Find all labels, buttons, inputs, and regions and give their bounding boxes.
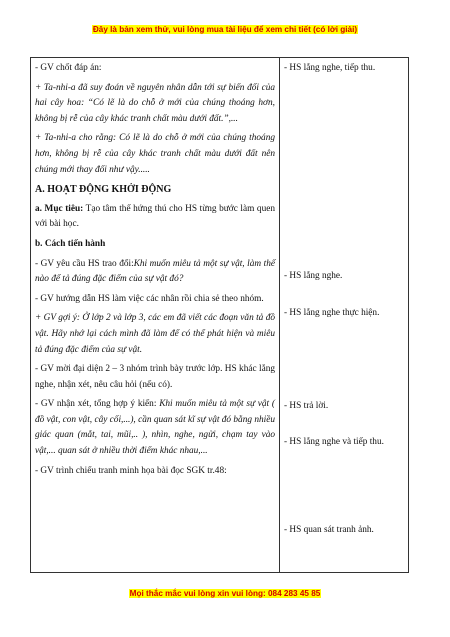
student-response-5: - HS lắng nghe và tiếp thu. [284,437,384,447]
column-divider [279,58,280,572]
student-response-6: - HS quan sát tranh ảnh. [284,525,374,535]
discussion-question: Khi muốn miêu tả một sự vật, làm thế nào để tả đúng đặc điểm của sự vật đó? [35,258,275,285]
paragraph-group-presentation: - GV mời đại diện 2 – 3 nhóm trình bày trước lớp. HS khác lắng nghe, nhận xét, nêu câu hỏi (nếu có). [35,364,275,390]
contact-text: Mọi thắc mắc vui lòng xin vui lòng: 084 283 45 85 [129,589,321,598]
student-response-1: - HS lắng nghe, tiếp thu. [284,63,376,73]
paragraph-suggestion: + GV gợi ý: Ở lớp 2 và lớp 3, các em đã viết các đoạn văn tả đồ vật. Hãy nhớ lại cách mình đã làm để có thể phát hiện và miêu tả đúng đặc điểm của sự vật. [35,313,275,355]
goal-text: Tạo tâm thế hứng thú cho HS từng bước làm quen với bài học. [35,203,275,230]
paragraph-answer-1: + Ta-nhi-a đã suy đoán về nguyên nhân dẫn tới sự biến đổi của hai cây hoa: “Có lẽ là do chỗ ở mới của chúng thoáng hơn, không bị rễ của cây khác tranh chất màu dưới đất.”,... [35,82,275,124]
paragraph-answer-conclusion: - GV chốt đáp án: [35,63,102,73]
preview-notice-banner [0,25,450,34]
contact-banner [0,589,450,598]
student-response-3: - HS lắng nghe thực hiện. [284,308,380,318]
student-response-4: - HS trả lời. [284,401,329,411]
discussion-lead: - GV yêu cầu HS trao đổi: [35,258,134,269]
paragraph-discussion-request [35,257,275,288]
paragraph-group-guidance: - GV hướng dẫn HS làm việc các nhân rồi chia sẻ theo nhóm. [35,293,264,304]
paragraph-show-illustration: - GV trình chiếu tranh minh họa bài đọc SGK tr.48: [35,465,227,476]
summary-lead: - GV nhận xét, tổng hợp ý kiến: [35,399,160,410]
paragraph-answer-2: + Ta-nhi-a cho rằng: Có lẽ là do chỗ ở mới của chúng thoáng hơn, không bị rễ của cây khác tranh chất màu dưới đất nên chúng mới thay đổi như vậy..... [35,133,275,175]
summary-detail: Khi muốn miêu tả một sự vật ( đồ vật, con vật, cây cối,...), cần quan sát kĩ sự vật đó bằng nhiều giác quan (mắt, tai, mũi,.. ), nhìn, nghe, ngửi, chạm tay vào vật,... quan sát ở nhiều thời điểm khác nhau,... [35,399,275,457]
lesson-plan-table [30,57,409,573]
paragraph-teacher-summary [35,397,275,459]
method-label: b. Cách tiến hành [35,238,106,249]
student-response-2: - HS lắng nghe. [284,271,343,281]
preview-notice-text: Đây là bản xem thử, vui lòng mua tài liệu để xem chi tiết (có lời giải) [92,25,358,34]
goal-paragraph [35,202,275,233]
goal-label: a. Mục tiêu: [35,203,84,214]
teacher-activities-column [31,58,279,483]
section-heading: A. HOẠT ĐỘNG KHỞI ĐỘNG [35,184,172,196]
